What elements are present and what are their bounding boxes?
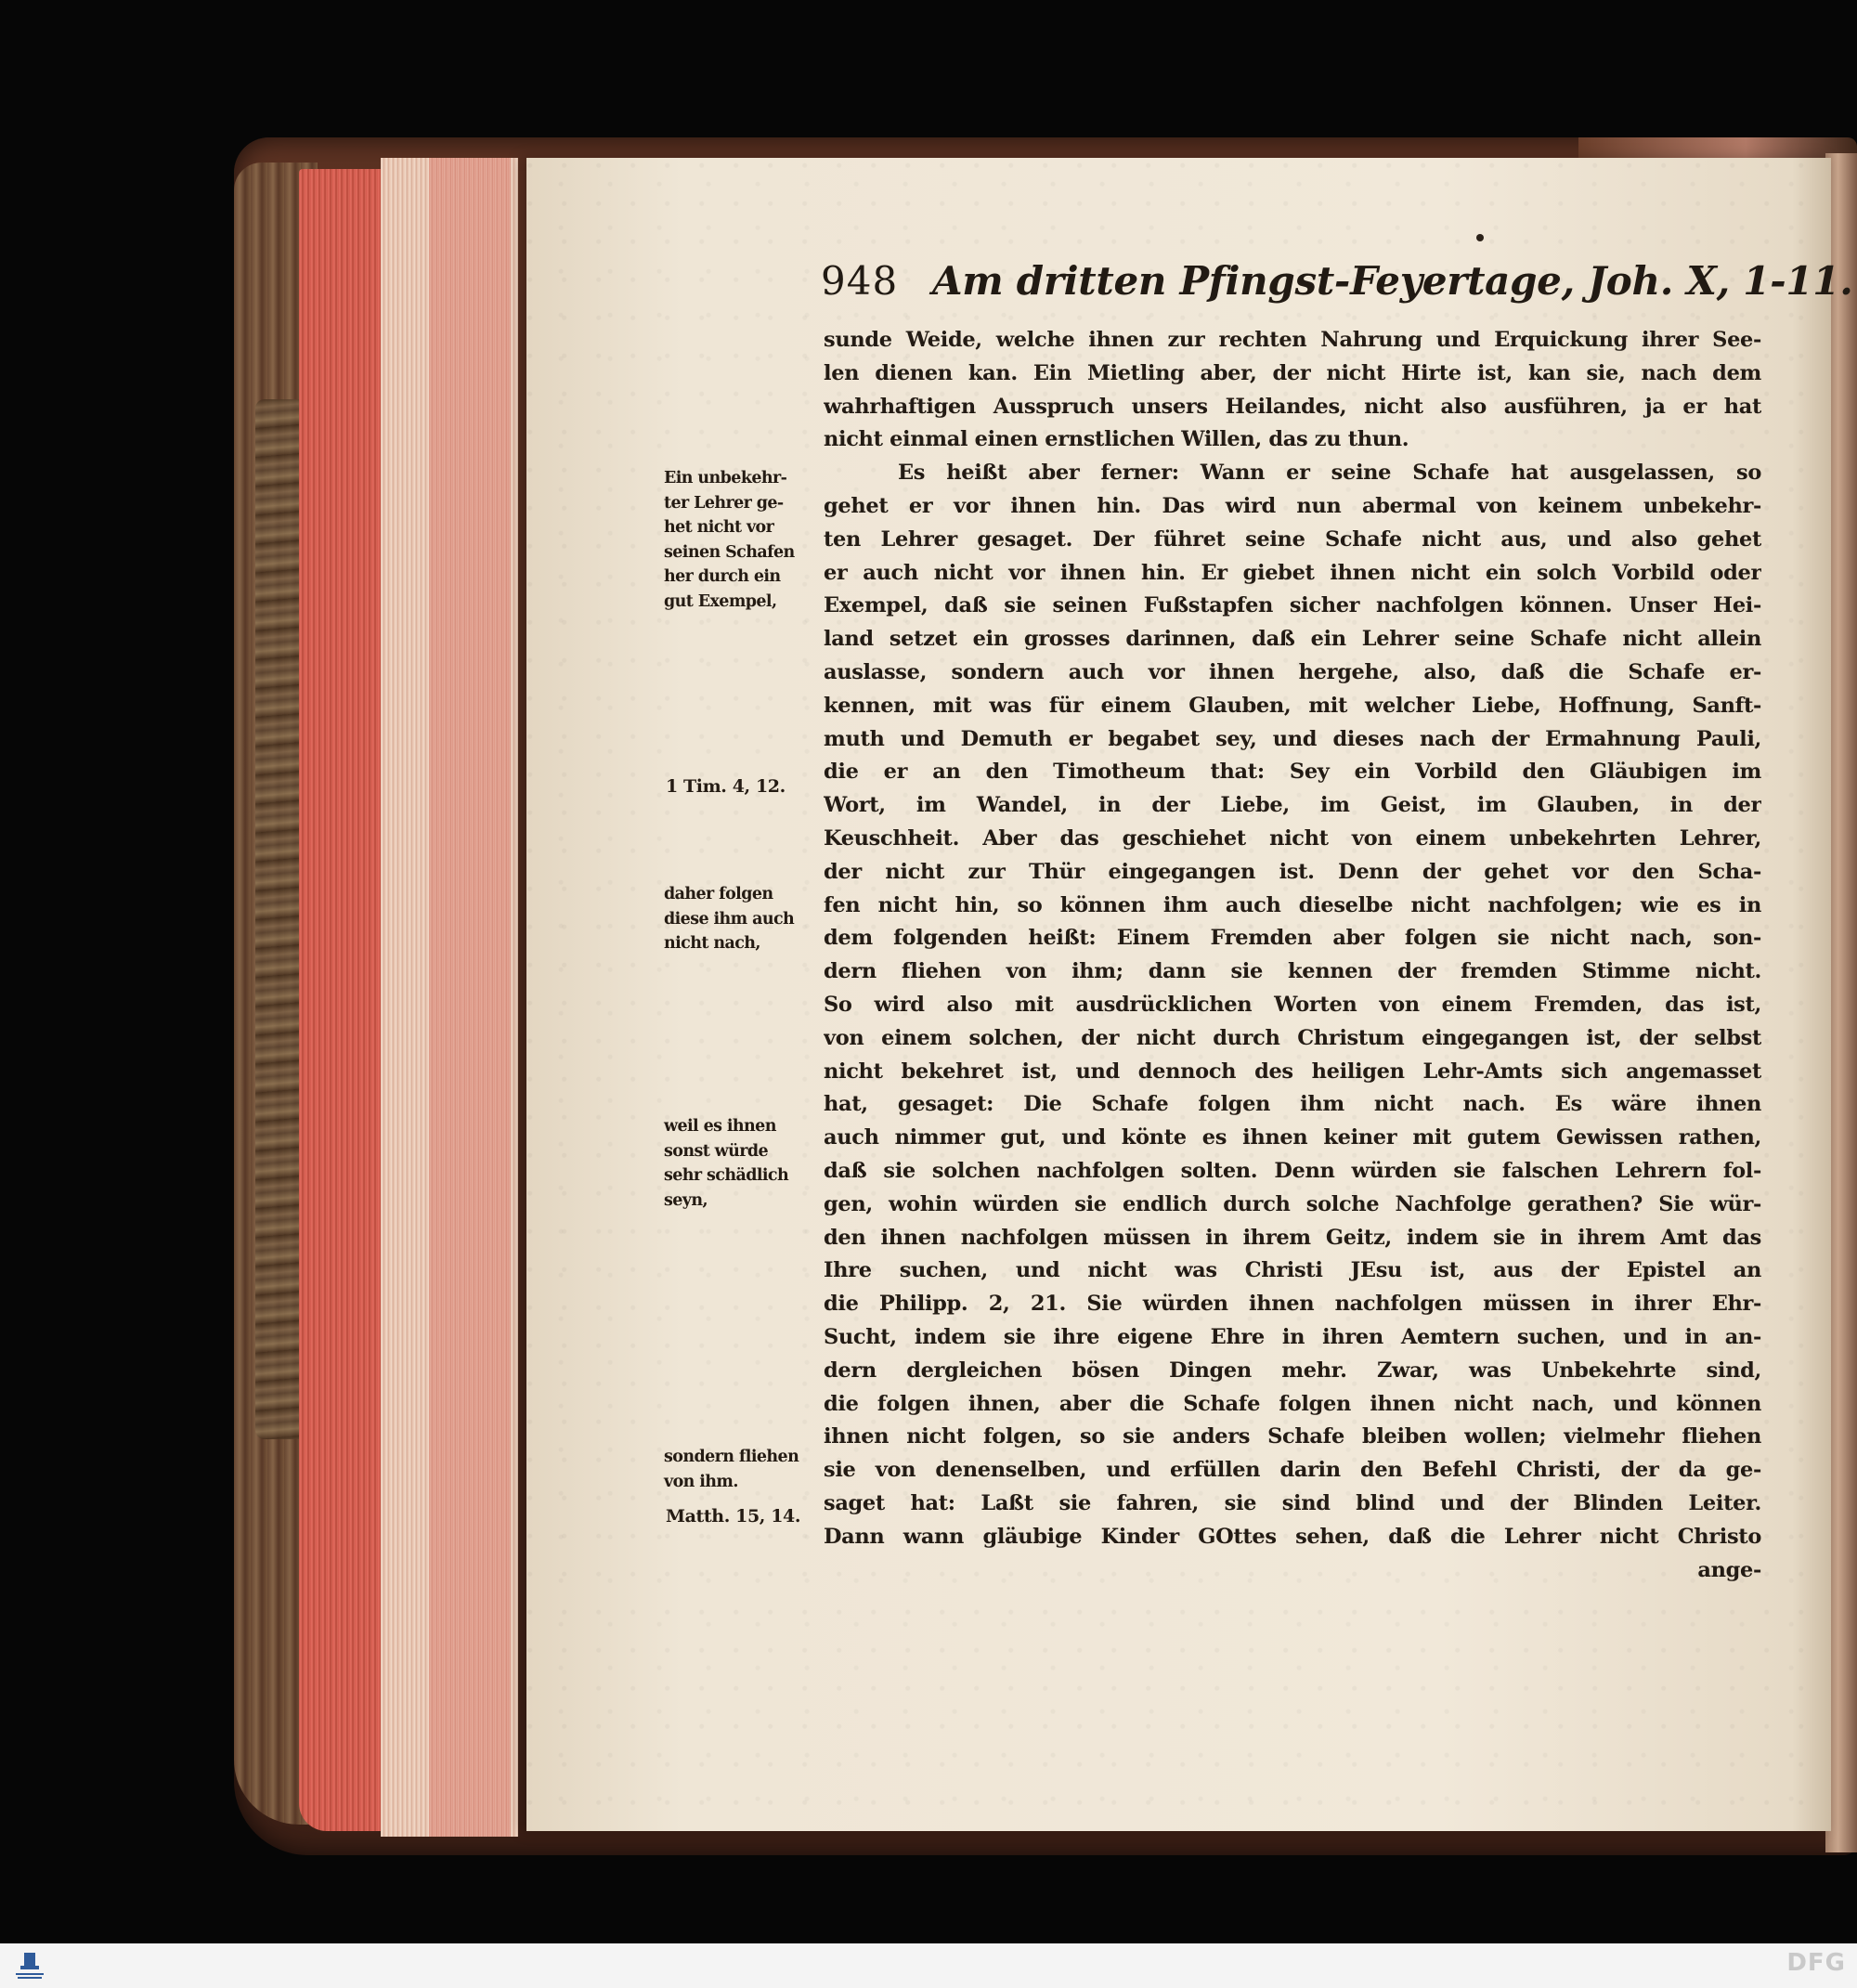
body-line: er auch nicht vor ihnen hin. Er giebet ihnen nicht ein solch Vorbild oder <box>824 560 1761 585</box>
margin-note-schaedlich <box>664 1114 822 1213</box>
red-page-edges <box>299 169 381 1831</box>
margin-note-fliehen <box>664 1445 822 1494</box>
margin-note-daher-folgen <box>664 882 822 956</box>
body-line: der nicht zur Thür eingegangen ist. Denn der gehet vor den Scha- <box>824 859 1761 884</box>
margin-note-line: diese ihm auch <box>664 909 795 929</box>
body-line: daß sie solchen nachfolgen solten. Denn würden sie falschen Lehrern fol- <box>824 1159 1761 1183</box>
margin-note-line: seyn, <box>664 1190 708 1210</box>
margin-note-line: sehr schädlich <box>664 1166 789 1185</box>
margin-ref-timotheus: 1 Tim. 4, 12. <box>666 776 786 797</box>
page-stack-fore-edge <box>429 158 511 1837</box>
body-line: Dann wann gläubige Kinder GOttes sehen, daß die Lehrer nicht Christo <box>824 1524 1761 1549</box>
body-line: nicht einmal einen ernstlichen Willen, das zu thun. <box>824 427 1409 452</box>
body-line: kennen, mit was für einem Glauben, mit welcher Liebe, Hoffnung, Sanft- <box>824 693 1761 718</box>
ink-dot <box>1476 234 1484 241</box>
catchword: ange- <box>1697 1557 1761 1582</box>
body-line: ihnen nicht folgen, so sie anders Schafe bleiben wollen; vielmehr fliehen <box>824 1424 1761 1449</box>
viewer-footer-bar <box>0 1943 1857 1988</box>
body-line: Wort, im Wandel, in der Liebe, im Geist, im Glauben, in der <box>824 793 1761 818</box>
margin-note-line: sondern fliehen <box>664 1448 799 1466</box>
body-line: Keuschheit. Aber das geschiehet nicht von einem unbekehrten Lehrer, <box>824 826 1761 851</box>
body-line: So wird also mit ausdrücklichen Worten von einem Fremden, das ist, <box>824 993 1761 1017</box>
body-line: nicht bekehret ist, und dennoch des heiligen Lehr-Amts sich angemasset <box>824 1059 1761 1084</box>
body-line: len dienen kan. Ein Mietling aber, der nicht Hirte ist, kan sie, nach dem <box>824 360 1761 385</box>
body-line: die er an den Timotheum that: Sey ein Vorbild den Gläubigen im <box>824 760 1761 785</box>
running-title: Am dritten Pfingst-Feyertage, Joh. X, 1-11. <box>932 258 1853 304</box>
body-line: Es heißt aber ferner: Wann er seine Schafe hat ausgelassen, so <box>898 461 1761 486</box>
margin-note-line: het nicht vor <box>664 518 774 537</box>
body-line: die Philipp. 2, 21. Sie würden ihnen nachfolgen müssen in ihrer Ehr- <box>824 1292 1761 1317</box>
body-line: dern dergleichen bösen Dingen mehr. Zwar, was Unbekehrte sind, <box>824 1358 1761 1383</box>
book-page <box>526 158 1853 1831</box>
body-line: sie von denenselben, und erfüllen darin den Befehl Christi, der da ge- <box>824 1458 1761 1483</box>
margin-note-line: Ein unbekehr- <box>664 469 787 487</box>
body-line: dern fliehen von ihm; dann sie kennen der fremden Stimme nicht. <box>824 959 1761 984</box>
dfg-logo: DFG <box>1786 1949 1846 1977</box>
margin-note-line: seinen Schafen <box>664 542 795 562</box>
body-line: hat, gesaget: Die Schafe folgen ihm nicht nach. Es wäre ihnen <box>824 1092 1761 1117</box>
body-line: von einem solchen, der nicht durch Christum eingegangen ist, der selbst <box>824 1025 1761 1050</box>
body-line: auch nimmer gut, und könte es ihnen keiner mit gutem Gewissen rathen, <box>824 1125 1761 1150</box>
body-line: ten Lehrer gesaget. Der führet seine Schafe nicht aus, und also gehet <box>824 526 1761 552</box>
margin-note-line: daher folgen <box>664 885 773 903</box>
margin-note-line: her durch ein <box>664 567 781 586</box>
body-line: gehet er vor ihnen hin. Das wird nun abermal von keinem unbekehr- <box>824 494 1761 518</box>
body-line: land setzet ein grosses darinnen, daß ein Lehrer seine Schafe nicht allein <box>824 627 1761 652</box>
body-line: auslasse, sondern auch vor ihnen hergehe, also, daß die Schafe er- <box>824 660 1761 684</box>
body-line: Sucht, indem sie ihre eigene Ehre in ihren Aemtern suchen, und in an- <box>824 1325 1761 1349</box>
body-line: die folgen ihnen, aber die Schafe folgen ihnen nicht nach, und können <box>824 1391 1761 1416</box>
page-number: 948 <box>821 258 899 304</box>
body-line: wahrhaftigen Ausspruch unsers Heilandes, nicht also ausführen, ja er hat <box>824 394 1761 419</box>
institution-logo-icon <box>12 1951 47 1982</box>
margin-note-line: sonst würde <box>664 1141 769 1161</box>
body-line: saget hat: Laßt sie fahren, sie sind blind und der Blinden Leiter. <box>824 1491 1761 1515</box>
body-line: den ihnen nachfolgen müssen in ihrem Geitz, indem sie in ihrem Amt das <box>824 1225 1761 1250</box>
body-line: gen, wohin würden sie endlich durch solche Nachfolge gerathen? Sie wür- <box>824 1191 1761 1216</box>
body-line: muth und Demuth er begabet sey, und dieses nach der Ermahnung Pauli, <box>824 726 1761 751</box>
margin-note-line: weil es ihnen <box>664 1117 776 1136</box>
body-line: Ihre suchen, und nicht was Christi JEsu ist, aus der Epistel an <box>824 1258 1761 1283</box>
margin-note-line: von ihm. <box>664 1472 738 1491</box>
body-line: dem folgenden heißt: Einem Fremden aber folgen sie nicht nach, son- <box>824 926 1761 951</box>
margin-ref-matthaeus: Matth. 15, 14. <box>666 1506 801 1527</box>
margin-note-line: ter Lehrer ge- <box>664 493 784 513</box>
body-line: fen nicht hin, so können ihm auch dieselbe nicht nachfolgen; wie es in <box>824 892 1761 917</box>
body-line: sunde Weide, welche ihnen zur rechten Nahrung und Erquickung ihrer See- <box>824 328 1761 352</box>
running-head <box>821 258 1853 314</box>
body-line: Exempel, daß sie seinen Fußstapfen sicher nachfolgen können. Unser Hei- <box>824 593 1761 618</box>
margin-note-line: nicht nach, <box>664 934 760 953</box>
margin-note-unbekehrter-lehrer <box>664 466 822 614</box>
margin-note-line: gut Exempel, <box>664 591 777 611</box>
